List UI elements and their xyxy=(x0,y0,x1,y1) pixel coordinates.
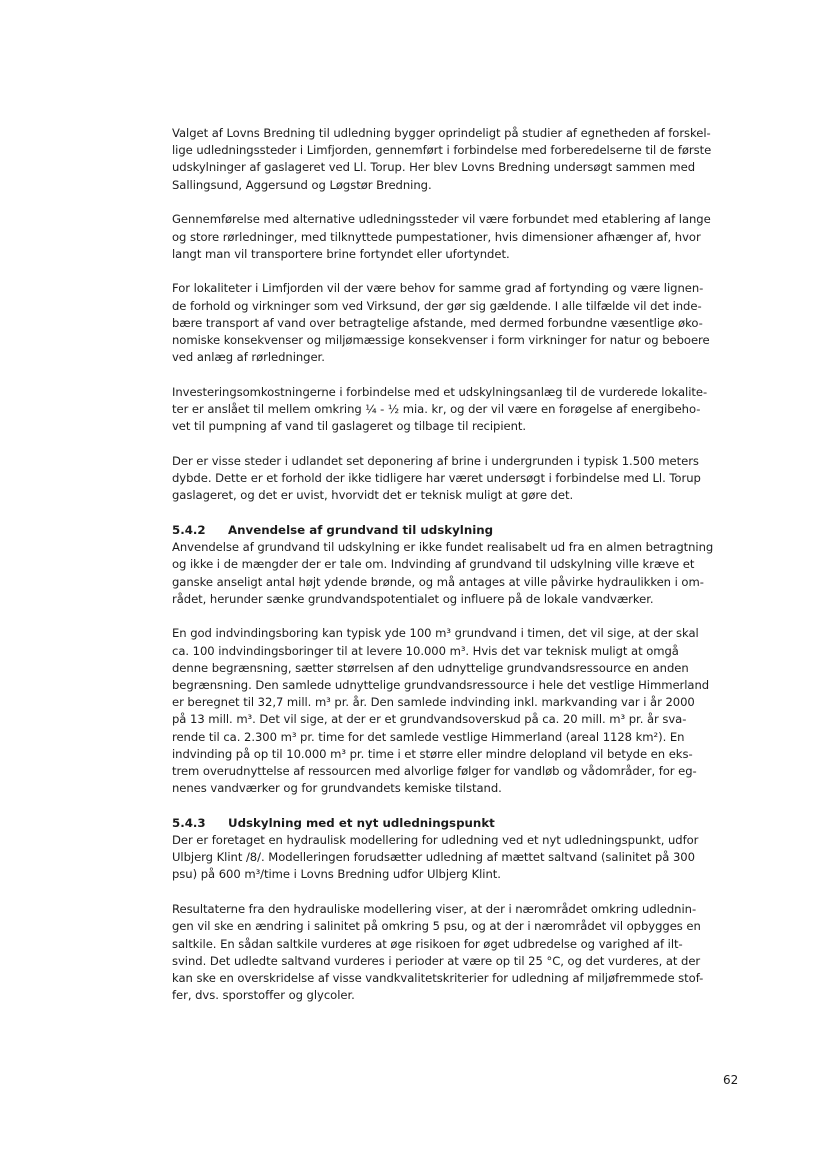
text-line: saltkile. En sådan saltkile vurderes at øge risikoen for øget udbredelse og varighed af ilt- xyxy=(172,936,683,951)
text-line: kan ske en overskridelse af visse vandkvalitetskriterier for udledning af miljøfremmede stof- xyxy=(172,970,704,985)
text-line: fer, dvs. sporstoffer og glycoler. xyxy=(172,988,355,1003)
text-line: denne begrænsning, sætter størrelsen af den udnyttelige grundvandsressource en anden xyxy=(172,660,689,675)
text-line: på 13 mill. m³. Det vil sige, at der er et grundvandsoverskud på ca. 20 mill. m³ pr. år sva- xyxy=(172,712,687,727)
paragraph xyxy=(172,211,738,263)
section-heading xyxy=(172,522,738,539)
paragraph xyxy=(172,901,738,1004)
text-line: Resultaterne fra den hydrauliske modellering viser, at der i nærområdet omkring udlednin- xyxy=(172,902,697,917)
text-line: rådet, herunder sænke grundvandspotentialet og influere på de lokale vandværker. xyxy=(172,591,654,606)
text-line: lige udledningssteder i Limfjorden, gennemført i forbindelse med forberedelserne til de første xyxy=(172,143,712,158)
section-number: 5.4.2 xyxy=(172,523,206,538)
text-line: udskylninger af gaslageret ved Ll. Torup. Her blev Lovns Bredning undersøgt sammen med xyxy=(172,160,696,175)
text-line: bære transport af vand over betragtelige afstande, med dermed forbundne væsentlige øko- xyxy=(172,315,703,330)
text-line: Ulbjerg Klint /8/. Modelleringen forudsætter udledning af mættet saltvand (salinitet på 300 xyxy=(172,850,695,865)
paragraph xyxy=(172,539,738,608)
text-line: rende til ca. 2.300 m³ pr. time for det samlede vestlige Himmerland (areal 1128 km²). En xyxy=(172,729,685,744)
text-line: og store rørledninger, med tilknyttede pumpestationer, hvis dimensioner afhænger af, hvor xyxy=(172,229,701,244)
text-line: psu) på 600 m³/time i Lovns Bredning udfor Ulbjerg Klint. xyxy=(172,867,501,882)
text-line: indvinding på op til 10.000 m³ pr. time i et større eller mindre delopland vil betyde en eks- xyxy=(172,746,693,761)
paragraph xyxy=(172,384,738,436)
text-line: ter er anslået til mellem omkring ¼ - ½ mia. kr, og der vil være en forøgelse af energibeho- xyxy=(172,402,701,417)
paragraph xyxy=(172,453,738,505)
text-line: Investeringsomkostningerne i forbindelse med et udskylningsanlæg til de vurderede lokalite- xyxy=(172,384,708,399)
text-line: ca. 100 indvindingsboringer til at levere 10.000 m³. Hvis det var teknisk muligt at omgå xyxy=(172,643,679,658)
section-title: Anvendelse af grundvand til udskylning xyxy=(228,523,494,538)
text-line: nenes vandværker og for grundvandets kemiske tilstand. xyxy=(172,781,502,796)
text-line: gaslageret, og det er uvist, hvorvidt det er teknisk muligt at gøre det. xyxy=(172,488,574,503)
text-line: Valget af Lovns Bredning til udledning bygger oprindeligt på studier af egnetheden af forskel- xyxy=(172,126,711,140)
text-line: begrænsning. Den samlede udnyttelige grundvandsressource i hele det vestlige Himmerland xyxy=(172,678,710,693)
text-line: gen vil ske en ændring i salinitet på omkring 5 psu, og at der i nærområdet vil opbygges en xyxy=(172,919,701,934)
section-heading xyxy=(172,815,738,832)
paragraph xyxy=(172,125,738,194)
section-number: 5.4.3 xyxy=(172,816,206,830)
text-line: dybde. Dette er et forhold der ikke tidligere har været undersøgt i forbindelse med Ll. Torup xyxy=(172,471,701,486)
text-line: Sallingsund, Aggersund og Løgstør Bredning. xyxy=(172,177,432,192)
text-line: nomiske konsekvenser og miljømæssige konsekvenser i form virkninger for natur og beboere xyxy=(172,333,710,348)
text-line: Gennemførelse med alternative udledningssteder vil være forbundet med etablering af lange xyxy=(172,212,711,227)
document-page xyxy=(172,125,738,1022)
text-line: ved anlæg af rørledninger. xyxy=(172,350,325,365)
paragraph xyxy=(172,625,738,797)
paragraph xyxy=(172,280,738,366)
text-line: trem overudnyttelse af ressourcen med alvorlige følger for vandløb og vådområder, for eg- xyxy=(172,764,697,779)
text-line: En god indvindingsboring kan typisk yde 100 m³ grundvand i timen, det vil sige, at der skal xyxy=(172,626,699,641)
paragraph xyxy=(172,832,738,884)
page-number: 62 xyxy=(723,1073,739,1087)
text-line: ganske anseligt antal højt ydende brønde, og må antages at ville påvirke hydraulikken i om- xyxy=(172,574,704,589)
text-line: Anvendelse af grundvand til udskylning er ikke fundet realisabelt ud fra en almen betragtning xyxy=(172,540,714,555)
text-line: For lokaliteter i Limfjorden vil der være behov for samme grad af fortynding og være lignen- xyxy=(172,281,704,296)
text-line: de forhold og virkninger som ved Virksund, der gør sig gældende. I alle tilfælde vil det inde- xyxy=(172,298,702,313)
text-line: Der er visse steder i udlandet set deponering af brine i undergrunden i typisk 1.500 meters xyxy=(172,454,699,469)
text-line: vet til pumpning af vand til gaslageret og tilbage til recipient. xyxy=(172,419,527,434)
text-line: svind. Det udledte saltvand vurderes i perioder at være op til 25 °C, og det vurderes, at der xyxy=(172,953,701,968)
text-line: er beregnet til 32,7 mill. m³ pr. år. Den samlede indvinding inkl. markvanding var i år 2000 xyxy=(172,695,695,710)
text-line: og ikke i de mængder der er tale om. Indvinding af grundvand til udskylning ville kræve et xyxy=(172,557,695,572)
text-line: Der er foretaget en hydraulisk modellering for udledning ved et nyt udledningspunkt, udfor xyxy=(172,833,699,847)
section-title: Udskylning med et nyt udledningspunkt xyxy=(228,816,495,830)
text-line: langt man vil transportere brine fortyndet eller ufortyndet. xyxy=(172,246,510,261)
